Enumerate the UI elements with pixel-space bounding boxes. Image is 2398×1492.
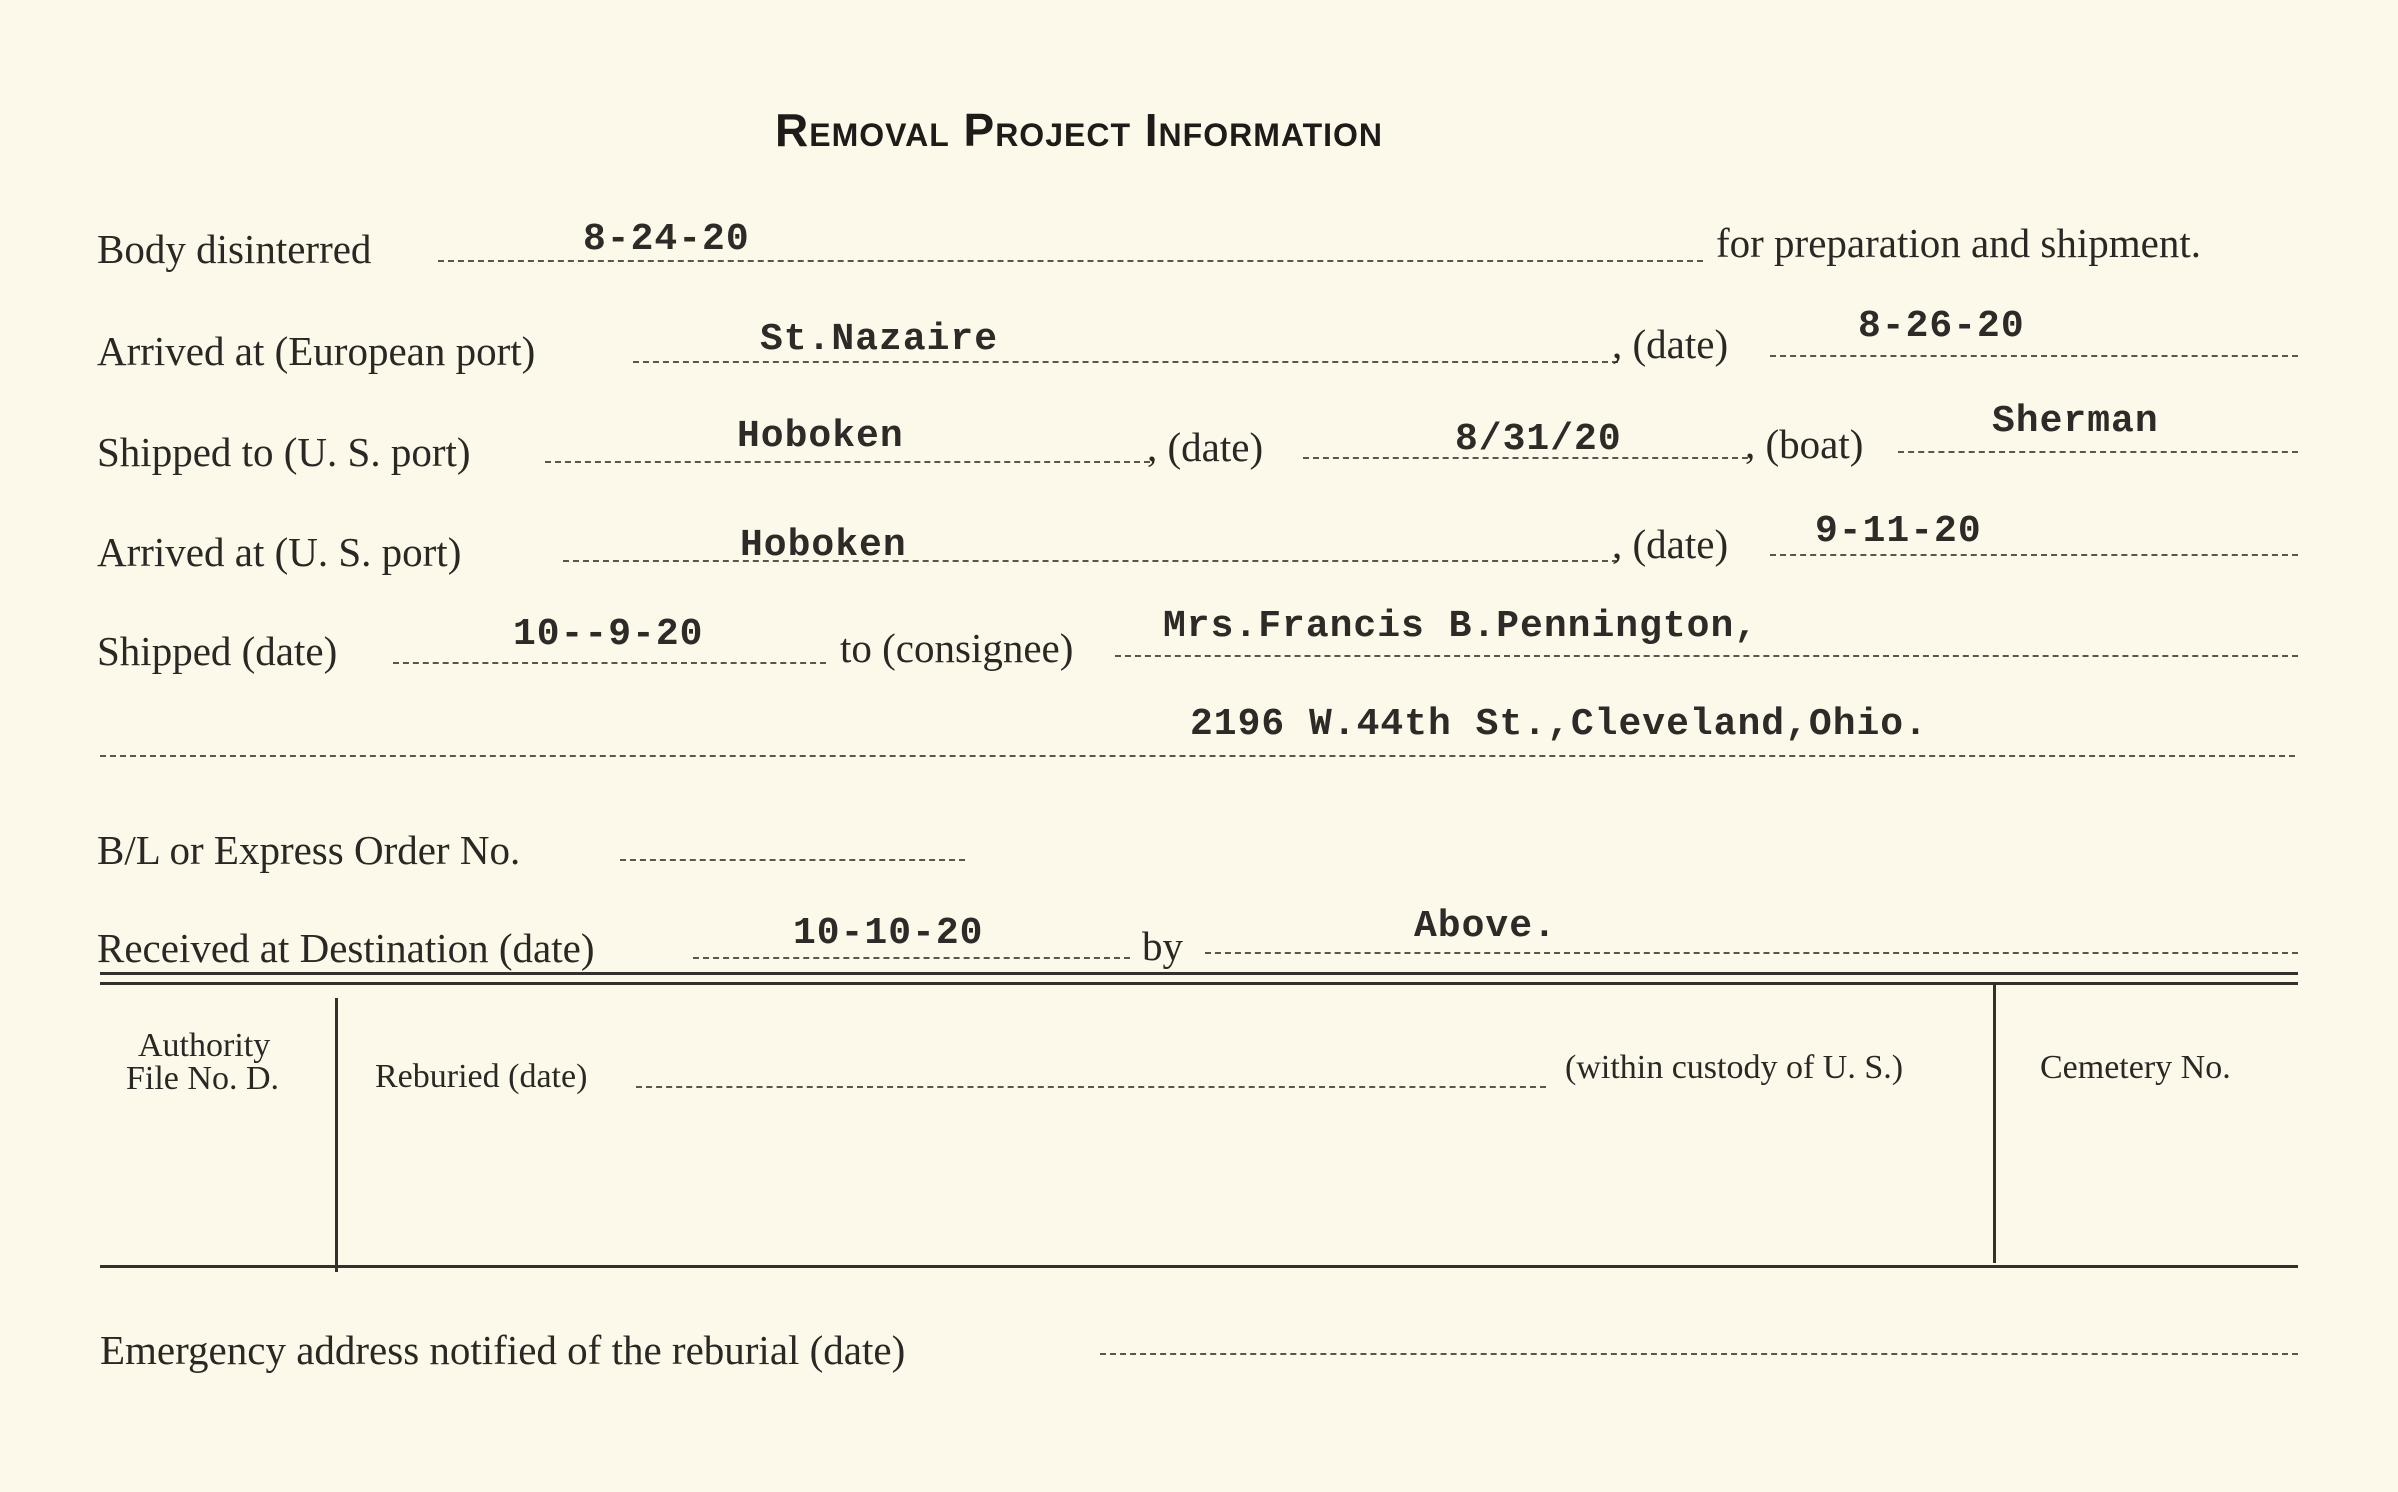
shipped-us-boat-label: , (boat) (1745, 421, 1864, 467)
arrived-us-label: Arrived at (U. S. port) (97, 529, 462, 575)
arrived-eu-date-line (1770, 355, 2298, 357)
box-bottom-rule (100, 1265, 2298, 1268)
bl-label: B/L or Express Order No. (97, 827, 521, 873)
reburied-line (636, 1086, 1546, 1088)
cemetery-label: Cemetery No. (2040, 1049, 2231, 1086)
shipped-us-date-label: , (date) (1147, 424, 1264, 470)
consignee-label: to (consignee) (840, 625, 1074, 671)
double-rule-top (100, 972, 2298, 975)
shipped-date-label: Shipped (date) (97, 628, 338, 674)
shipped-us-boat-value: Sherman (1992, 400, 2159, 443)
box-divider-left (335, 998, 338, 1272)
received-line (693, 957, 1130, 959)
shipped-us-port-value: Hoboken (737, 415, 904, 458)
received-by-value: Above. (1414, 905, 1557, 948)
emergency-line (1100, 1353, 2298, 1355)
arrived-us-date-value: 9-11-20 (1815, 510, 1982, 553)
shipped-us-line (545, 461, 1150, 463)
custody-label: (within custody of U. S.) (1565, 1049, 1904, 1086)
address-line (100, 755, 2295, 757)
authority-label-line1: Authority (138, 1027, 271, 1064)
disinterred-label: Body disinterred (97, 226, 372, 272)
form-title: Removal Project Information (775, 104, 1384, 156)
received-label: Received at Destination (date) (97, 925, 595, 971)
shipped-us-boat-line (1898, 451, 2298, 453)
arrived-us-date-label: , (date) (1612, 521, 1729, 567)
bl-line (620, 859, 965, 861)
box-divider-right (1993, 985, 1996, 1263)
consignee-value: Mrs.Francis B.Pennington, (1163, 605, 1759, 648)
authority-label-line2: File No. D. (126, 1060, 279, 1097)
consignee-line (1115, 655, 2298, 657)
arrived-eu-label: Arrived at (European port) (97, 328, 536, 374)
received-by-line (1205, 952, 2298, 954)
disinterred-value: 8-24-20 (583, 218, 750, 261)
reburied-label: Reburied (date) (375, 1058, 588, 1095)
shipped-us-date-value: 8/31/20 (1455, 418, 1622, 461)
disinterred-suffix: for preparation and shipment. (1716, 220, 2202, 266)
shipped-date-value: 10--9-20 (513, 613, 704, 656)
received-by-label: by (1142, 923, 1183, 969)
double-rule-bottom (100, 982, 2298, 985)
arrived-eu-port-value: St.Nazaire (760, 318, 999, 361)
arrived-us-port-value: Hoboken (740, 524, 907, 567)
arrived-eu-line (633, 361, 1618, 363)
arrived-us-date-line (1770, 554, 2298, 556)
arrived-eu-date-label: , (date) (1612, 321, 1729, 367)
consignee-address-value: 2196 W.44th St.,Cleveland,Ohio. (1190, 703, 1928, 746)
arrived-eu-date-value: 8-26-20 (1858, 305, 2025, 348)
shipped-us-label: Shipped to (U. S. port) (97, 429, 471, 475)
shipped-date-line (393, 662, 826, 664)
arrived-us-line (563, 560, 1618, 562)
received-date-value: 10-10-20 (793, 912, 984, 955)
emergency-label: Emergency address notified of the reburial (date) (100, 1327, 906, 1373)
